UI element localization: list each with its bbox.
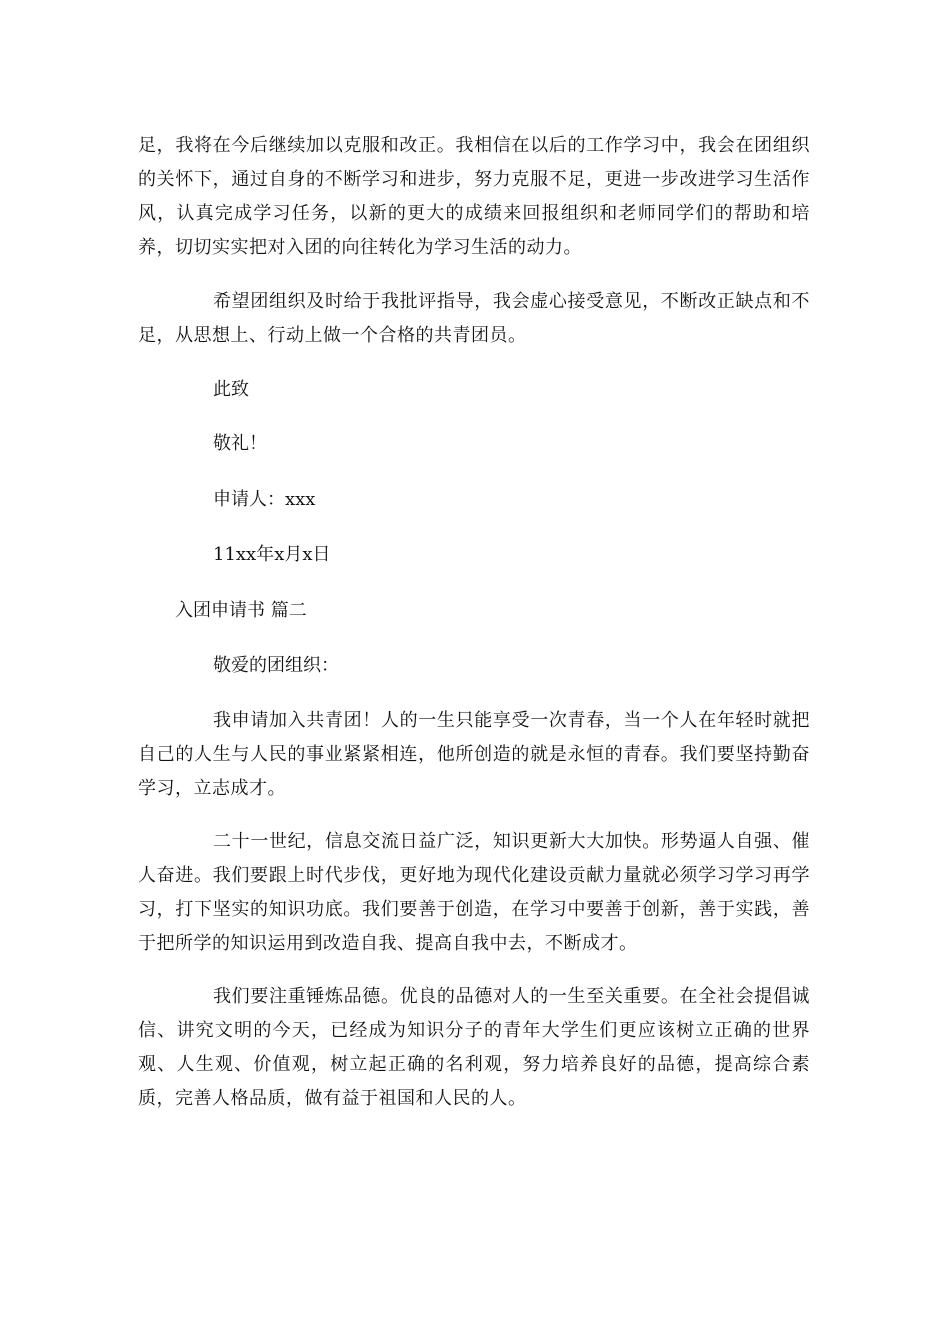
closing-line-2: 敬礼！ [213, 433, 267, 454]
closing-line-1: 此致 [213, 379, 249, 400]
section-title: 入团申请书 篇二 [175, 600, 307, 621]
paragraph-continuation: 足，我将在今后继续加以克服和改正。我相信在以后的工作学习中，我会在团组织的关怀下，通过自身的不断学习和进步，努力克服不足，更进一步改进学习生活作风，认真完成学习任务，以新的更大的成绩来回报组织和老师同学们的帮助和培养，切切实实把对入团的向往转化为学习生活的动力。 [138, 135, 810, 258]
paragraph-hope: 希望团组织及时给于我批评指导，我会虚心接受意见，不断改正缺点和不足，从思想上、行动上做一个合格的共青团员。 [138, 291, 810, 346]
paragraph-application: 我申请加入共青团！人的一生只能享受一次青春，当一个人在年轻时就把自己的人生与人民的事业紧紧相连，他所创造的就是永恒的青春。我们要坚持勤奋学习，立志成才。 [138, 710, 810, 799]
paragraph-learning: 二十一世纪，信息交流日益广泛，知识更新大大加快。形势逼人自强、催人奋进。我们要跟上时代步伐，更好地为现代化建设贡献力量就必须学习学习再学习，打下坚实的知识功底。我们要善于创造，在学习中要善于创新，善于实践，善于把所学的知识运用到改造自我、提高自我中去，不断成才。 [138, 831, 810, 954]
paragraph-morality: 我们要注重锤炼品德。优良的品德对人的一生至关重要。在全社会提倡诚信、讲究文明的今天，已经成为知识分子的青年大学生们更应该树立正确的世界观、人生观、价值观，树立起正确的名利观，努力培养良好的品德，提高综合素质，完善人格品质，做有益于祖国和人民的人。 [138, 986, 810, 1109]
date-line: 11xx年x月x日 [213, 544, 331, 565]
salutation: 敬爱的团组织： [213, 655, 339, 676]
applicant-line: 申请人：xxx [213, 489, 316, 510]
